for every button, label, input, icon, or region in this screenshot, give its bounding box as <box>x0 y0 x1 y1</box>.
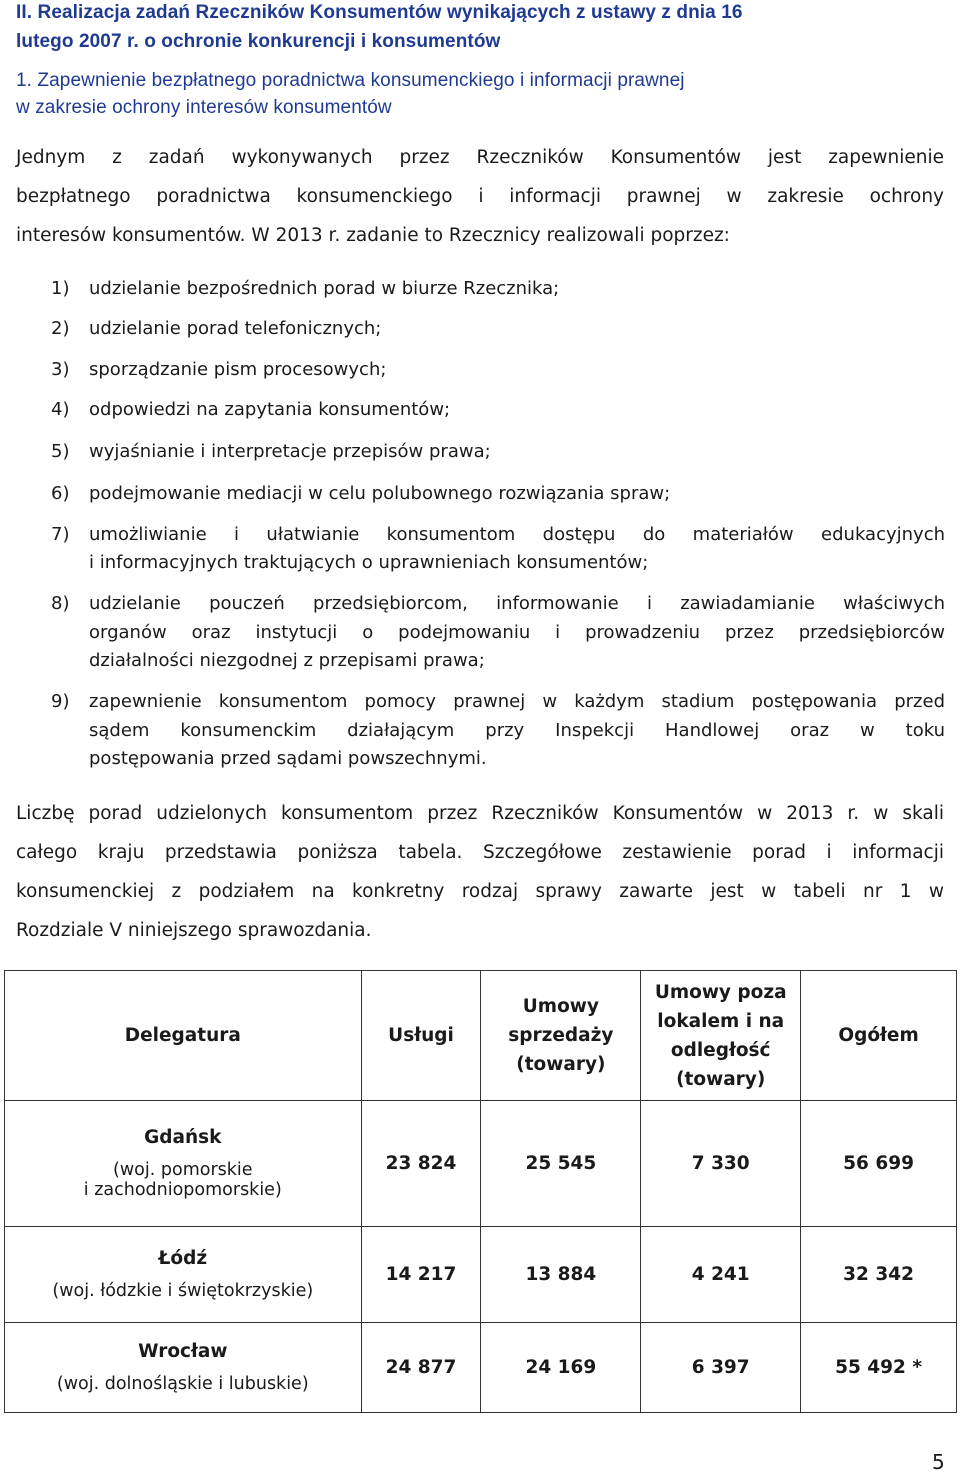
header-ogolem: Ogółem <box>801 971 957 1101</box>
cell-sprzedaz: 24 169 <box>481 1323 641 1413</box>
list-item-number: 4) <box>51 399 70 420</box>
page-number: 5 <box>932 1450 945 1474</box>
cell-uslugi: 23 824 <box>361 1101 481 1227</box>
list-item: udzielanie porad telefonicznych; <box>89 318 382 339</box>
list-item-number: 6) <box>51 483 70 504</box>
section-heading-line-2: lutego 2007 r. o ochronie konkurencji i konsumentów <box>16 31 501 52</box>
list-item-number: 9) <box>51 691 70 712</box>
list-item-number: 8) <box>51 593 70 614</box>
list-item: wyjaśnianie i interpretacje przepisów prawa; <box>89 441 491 462</box>
cell-poza-lokalem: 7 330 <box>641 1101 801 1227</box>
list-item: sporządzanie pism procesowych; <box>89 359 387 380</box>
cell-sprzedaz: 13 884 <box>481 1227 641 1323</box>
list-item-line: i informacyjnych traktujących o uprawnieniach konsumentów; <box>89 552 649 573</box>
cell-sprzedaz: 25 545 <box>481 1101 641 1227</box>
cell-ogolem: 56 699 <box>801 1101 957 1227</box>
intro-line-3: interesów konsumentów. W 2013 r. zadanie to Rzecznicy realizowali poprzez: <box>16 225 730 246</box>
cell-uslugi: 24 877 <box>361 1323 481 1413</box>
table-row <box>5 1101 957 1227</box>
header-delegatura: Delegatura <box>5 971 362 1101</box>
list-item-number: 3) <box>51 359 70 380</box>
table-header-row <box>5 971 957 1101</box>
cell-delegatura: Łódź (woj. łódzkie i świętokrzyskie) <box>5 1227 362 1323</box>
intro-line-1: Jednym z zadań wykonywanych przez Rzeczników Konsumentów jest zapewnienie <box>16 147 944 168</box>
list-item: udzielanie bezpośrednich porad w biurze Rzecznika; <box>89 278 560 299</box>
header-uslugi: Usługi <box>361 971 481 1101</box>
cell-delegatura: Wrocław (woj. dolnośląskie i lubuskie) <box>5 1323 362 1413</box>
list-item-line: sądem konsumenckim działającym przy Inspekcji Handlowej oraz w toku <box>89 720 945 741</box>
summary-line-2: całego kraju przedstawia poniższa tabela. Szczegółowe zestawienie porad i informacji <box>16 842 944 863</box>
advice-table <box>4 970 957 1413</box>
cell-poza-lokalem: 6 397 <box>641 1323 801 1413</box>
summary-line-4: Rozdziale V niniejszego sprawozdania. <box>16 920 372 941</box>
list-item-number: 7) <box>51 524 70 545</box>
list-item-line: zapewnienie konsumentom pomocy prawnej w każdym stadium postępowania przed <box>89 691 945 712</box>
list-item-line: umożliwianie i ułatwianie konsumentom dostępu do materiałów edukacyjnych <box>89 524 945 545</box>
list-item-number: 2) <box>51 318 70 339</box>
header-umowy-sprzedazy: Umowy sprzedaży (towary) <box>481 971 641 1101</box>
section-heading-line-1: II. Realizacja zadań Rzeczników Konsumentów wynikających z ustawy z dnia 16 <box>16 2 743 23</box>
subsection-heading-line-1: 1. Zapewnienie bezpłatnego poradnictwa konsumenckiego i informacji prawnej <box>16 70 685 91</box>
list-item-line: postępowania przed sądami powszechnymi. <box>89 748 487 769</box>
cell-ogolem: 55 492 * <box>801 1323 957 1413</box>
list-item-number: 1) <box>51 278 70 299</box>
cell-ogolem: 32 342 <box>801 1227 957 1323</box>
list-item-line: udzielanie pouczeń przedsiębiorcom, informowanie i zawiadamianie właściwych <box>89 593 945 614</box>
list-item-number: 5) <box>51 441 70 462</box>
header-umowy-poza-lokalem: Umowy poza lokalem i na odległość (towary) <box>641 971 801 1101</box>
table-row <box>5 1323 957 1413</box>
list-item-line: organów oraz instytucji o podejmowaniu i prowadzeniu przez przedsiębiorców <box>89 622 945 643</box>
cell-uslugi: 14 217 <box>361 1227 481 1323</box>
cell-poza-lokalem: 4 241 <box>641 1227 801 1323</box>
summary-line-3: konsumenckiej z podziałem na konkretny rodzaj sprawy zawarte jest w tabeli nr 1 w <box>16 881 944 902</box>
cell-delegatura: Gdańsk (woj. pomorskie i zachodniopomorskie) <box>5 1101 362 1227</box>
table-row <box>5 1227 957 1323</box>
list-item: odpowiedzi na zapytania konsumentów; <box>89 399 451 420</box>
intro-line-2: bezpłatnego poradnictwa konsumenckiego i informacji prawnej w zakresie ochrony <box>16 186 944 207</box>
list-item-line: działalności niezgodnej z przepisami prawa; <box>89 650 485 671</box>
summary-line-1: Liczbę porad udzielonych konsumentom przez Rzeczników Konsumentów w 2013 r. w skali <box>16 803 944 824</box>
subsection-heading-line-2: w zakresie ochrony interesów konsumentów <box>16 97 392 118</box>
list-item: podejmowanie mediacji w celu polubownego rozwiązania spraw; <box>89 483 671 504</box>
